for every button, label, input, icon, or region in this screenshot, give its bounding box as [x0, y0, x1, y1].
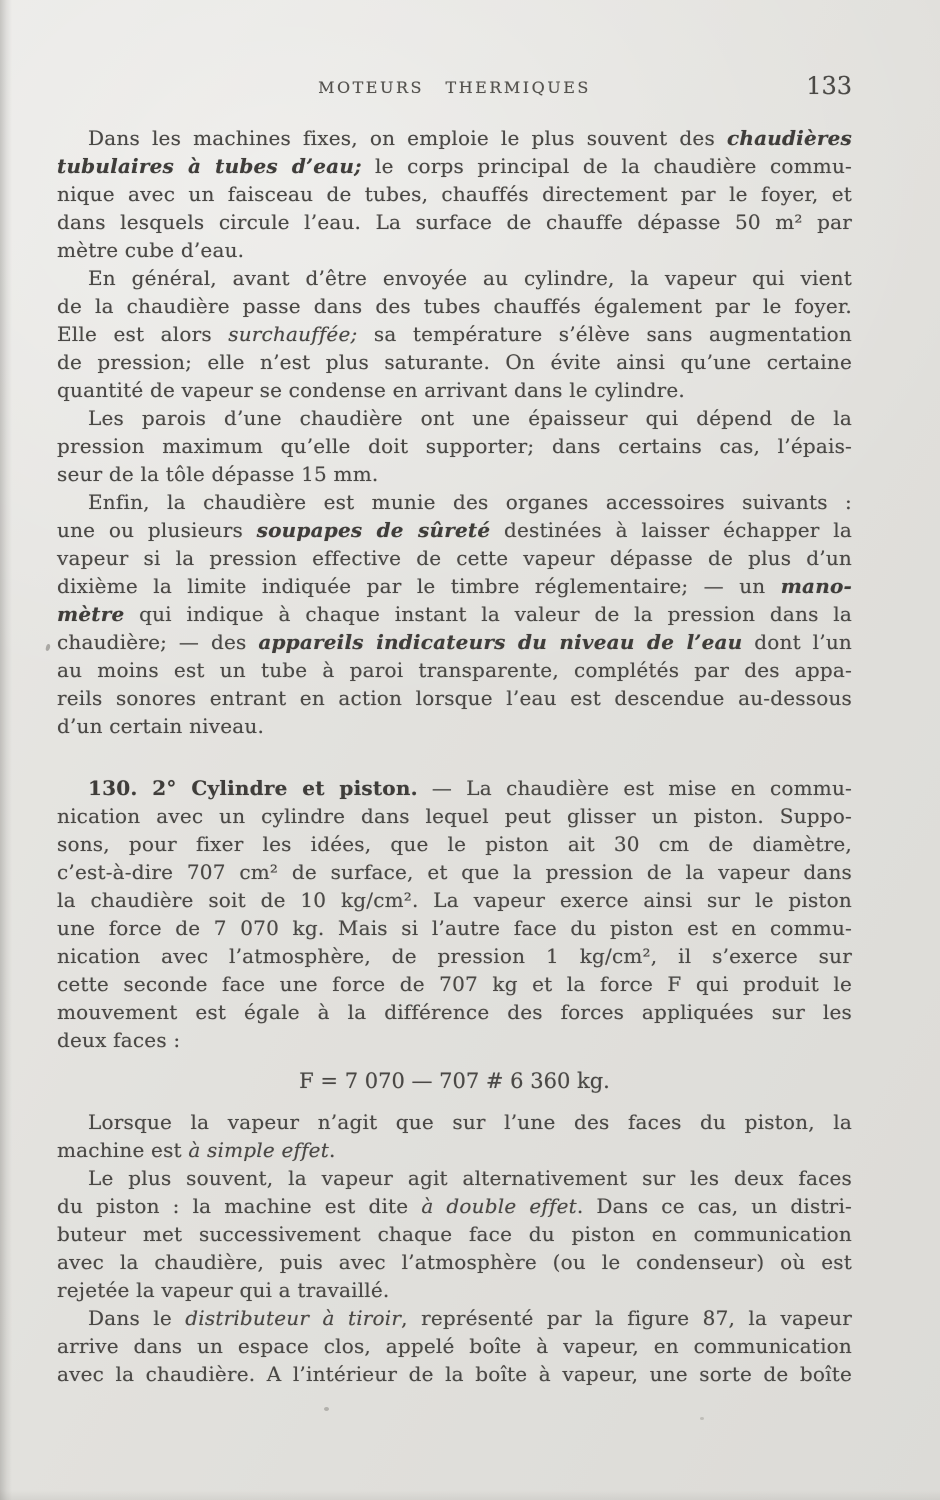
text-segment: une ou plusieurs: [57, 518, 257, 542]
running-title: MOTEURS THERMIQUES: [318, 78, 591, 97]
text-line: [57, 970, 852, 998]
text-line: [57, 124, 852, 152]
paragraph-chaudieres-tubulaires: [57, 124, 852, 264]
text-segment: Elle est alors: [57, 322, 229, 346]
text-segment: c’est-à-dire 707 cm² de surface, et que la pression de la vapeur dans: [57, 860, 852, 884]
text-line: [57, 774, 852, 802]
text-segment: rejetée la vapeur qui a travaillé.: [57, 1278, 390, 1302]
scan-artifact: [324, 1407, 329, 1411]
text-line: [57, 1108, 852, 1136]
text-segment: mètre: [57, 602, 125, 626]
text-segment: buteur met successivement chaque face du piston en communication: [57, 1222, 852, 1246]
text-line: [57, 292, 852, 320]
text-segment: de la chaudière passe dans des tubes chauffés également par le foyer.: [57, 294, 852, 318]
text-line: [57, 886, 852, 914]
text-segment: chaudières: [726, 126, 852, 150]
paragraph-organes-accessoires: [57, 488, 852, 740]
text-line: [57, 460, 852, 488]
text-segment: En général, avant d’être envoyée au cylindre, la vapeur qui vient: [88, 266, 852, 290]
page-number: 133: [806, 72, 852, 100]
text-line: [57, 1136, 852, 1164]
text-line: [57, 264, 852, 292]
text-segment: . Dans ce cas, un distri-: [576, 1194, 852, 1218]
text-segment: dixième la limite indiquée par le timbre réglementaire; — un: [57, 574, 781, 598]
text-segment: destinées à laisser échapper la: [490, 518, 852, 542]
text-segment: appareils indicateurs du niveau de l’eau: [258, 630, 743, 654]
text-segment: sons, pour fixer les idées, que le piston ait 30 cm de diamètre,: [57, 832, 852, 856]
text-segment: .: [328, 1138, 336, 1162]
text-segment: — La chaudière est mise en commu-: [417, 776, 852, 800]
text-segment: de pression; elle n’est plus saturante. On évite ainsi qu’une certaine: [57, 350, 852, 374]
text-line: [57, 572, 852, 600]
text-segment: chaudière; — des: [57, 630, 259, 654]
text-segment: dans lesquels circule l’eau. La surface de chauffe dépasse 50 m² par: [57, 210, 852, 234]
paragraph-double-effet: [57, 1164, 852, 1304]
text-segment: Dans les machines fixes, on emploie le plus souvent des: [88, 126, 727, 150]
text-body: [57, 124, 852, 1388]
text-segment: dont l’un: [742, 630, 852, 654]
text-line: [57, 1360, 852, 1388]
text-line: [57, 1304, 852, 1332]
text-line: [57, 236, 852, 264]
text-line: [57, 544, 852, 572]
text-segment: nication avec l’atmosphère, de pression 1 kg/cm², il s’exerce sur: [57, 944, 852, 968]
text-segment: Dans le: [88, 1306, 186, 1330]
text-segment: reils sonores entrant en action lorsque l’eau est descendue au-dessous: [57, 686, 852, 710]
text-line: [57, 600, 852, 628]
scan-bottom-edge-shadow: [0, 1490, 940, 1500]
text-segment: seur de la tôle dépasse 15 mm.: [57, 462, 379, 486]
text-line: [57, 516, 852, 544]
text-segment: surchauffée;: [228, 322, 358, 346]
text-segment: à simple effet: [188, 1138, 329, 1162]
text-segment: , représenté par la figure 87, la vapeur: [401, 1306, 852, 1330]
text-segment: Le plus souvent, la vapeur agit alternativement sur les deux faces: [88, 1166, 852, 1190]
paragraph-simple-effet: [57, 1108, 852, 1164]
text-segment: qui indique à chaque instant la valeur de la pression dans la: [124, 602, 852, 626]
text-line: [57, 684, 852, 712]
text-line: [57, 628, 852, 656]
paragraph-parois-epaisseur: [57, 404, 852, 488]
text-line: [57, 712, 852, 740]
text-segment: vapeur si la pression effective de cette vapeur dépasse de plus d’un: [57, 546, 852, 570]
text-line: [57, 1192, 852, 1220]
text-line: [57, 1026, 852, 1054]
text-line: [57, 942, 852, 970]
text-segment: soupapes de sûreté: [256, 518, 491, 542]
text-segment: distributeur à tiroir: [185, 1306, 402, 1330]
text-line: [57, 208, 852, 236]
text-line: [57, 1248, 852, 1276]
text-segment: Lorsque la vapeur n’agit que sur l’une des faces du piston, la: [88, 1110, 852, 1134]
text-segment: 130. 2° Cylindre et piston.: [88, 776, 418, 800]
text-segment: nique avec un faisceau de tubes, chauffés directement par le foyer, et: [57, 182, 852, 206]
text-line: [57, 376, 852, 404]
text-segment: machine est: [57, 1138, 189, 1162]
text-line: [57, 348, 852, 376]
text-segment: arrive dans un espace clos, appelé boîte à vapeur, en communication: [57, 1334, 852, 1358]
scan-artifact: [45, 644, 51, 652]
text-segment: tubulaires à tubes d’eau;: [57, 154, 362, 178]
text-line: [57, 998, 852, 1026]
text-line: [57, 830, 852, 858]
text-segment: quantité de vapeur se condense en arrivant dans le cylindre.: [57, 378, 685, 402]
page-content: [57, 72, 852, 1388]
text-segment: cette seconde face une force de 707 kg et la force F qui produit le: [57, 972, 852, 996]
text-segment: d’un certain niveau.: [57, 714, 265, 738]
text-segment: pression maximum qu’elle doit supporter; dans certains cas, l’épais-: [57, 434, 852, 458]
text-line: [57, 320, 852, 348]
text-segment: nication avec un cylindre dans lequel peut glisser un piston. Suppo-: [57, 804, 852, 828]
text-line: [57, 180, 852, 208]
text-segment: du piston : la machine est dite: [57, 1194, 422, 1218]
text-line: [57, 1276, 852, 1304]
scan-left-edge-shadow: [0, 0, 12, 1500]
text-segment: Les parois d’une chaudière ont une épaisseur qui dépend de la: [88, 406, 852, 430]
text-segment: avec la chaudière. A l’intérieur de la boîte à vapeur, une sorte de boîte: [57, 1362, 852, 1386]
text-line: [57, 802, 852, 830]
text-line: [57, 432, 852, 460]
text-segment: le corps principal de la chaudière commu-: [361, 154, 852, 178]
text-segment: une force de 7 070 kg. Mais si l’autre face du piston est en commu-: [57, 916, 852, 940]
paragraph-vapeur-surchauffee: [57, 264, 852, 404]
text-segment: avec la chaudière, puis avec l’atmosphère (ou le condenseur) où est: [57, 1250, 852, 1274]
paragraph-distributeur-a-tiroir: [57, 1304, 852, 1388]
force-equation: F = 7 070 — 707 # 6 360 kg.: [299, 1069, 610, 1093]
text-segment: mètre cube d’eau.: [57, 238, 245, 262]
text-line: [57, 404, 852, 432]
page-header: [57, 72, 852, 102]
text-line: [57, 488, 852, 516]
paragraph-130-cylindre-et-piston: [57, 774, 852, 1054]
text-segment: mano-: [780, 574, 852, 598]
scan-artifact: [700, 1417, 704, 1420]
text-segment: deux faces :: [57, 1028, 181, 1052]
text-line: [57, 858, 852, 886]
text-line: [57, 914, 852, 942]
text-line: [57, 152, 852, 180]
text-line: [57, 1332, 852, 1360]
text-segment: sa température s’élève sans augmentation: [357, 322, 853, 346]
text-segment: au moins est un tube à paroi transparente, complétés par des appa-: [57, 658, 852, 682]
text-segment: à double effet: [421, 1194, 577, 1218]
text-segment: Enfin, la chaudière est munie des organes accessoires suivants :: [88, 490, 852, 514]
text-line: [57, 656, 852, 684]
text-segment: la chaudière soit de 10 kg/cm². La vapeur exerce ainsi sur le piston: [57, 888, 852, 912]
text-line: [57, 1220, 852, 1248]
text-line: [57, 1164, 852, 1192]
text-segment: mouvement est égale à la différence des forces appliquées sur les: [57, 1000, 852, 1024]
